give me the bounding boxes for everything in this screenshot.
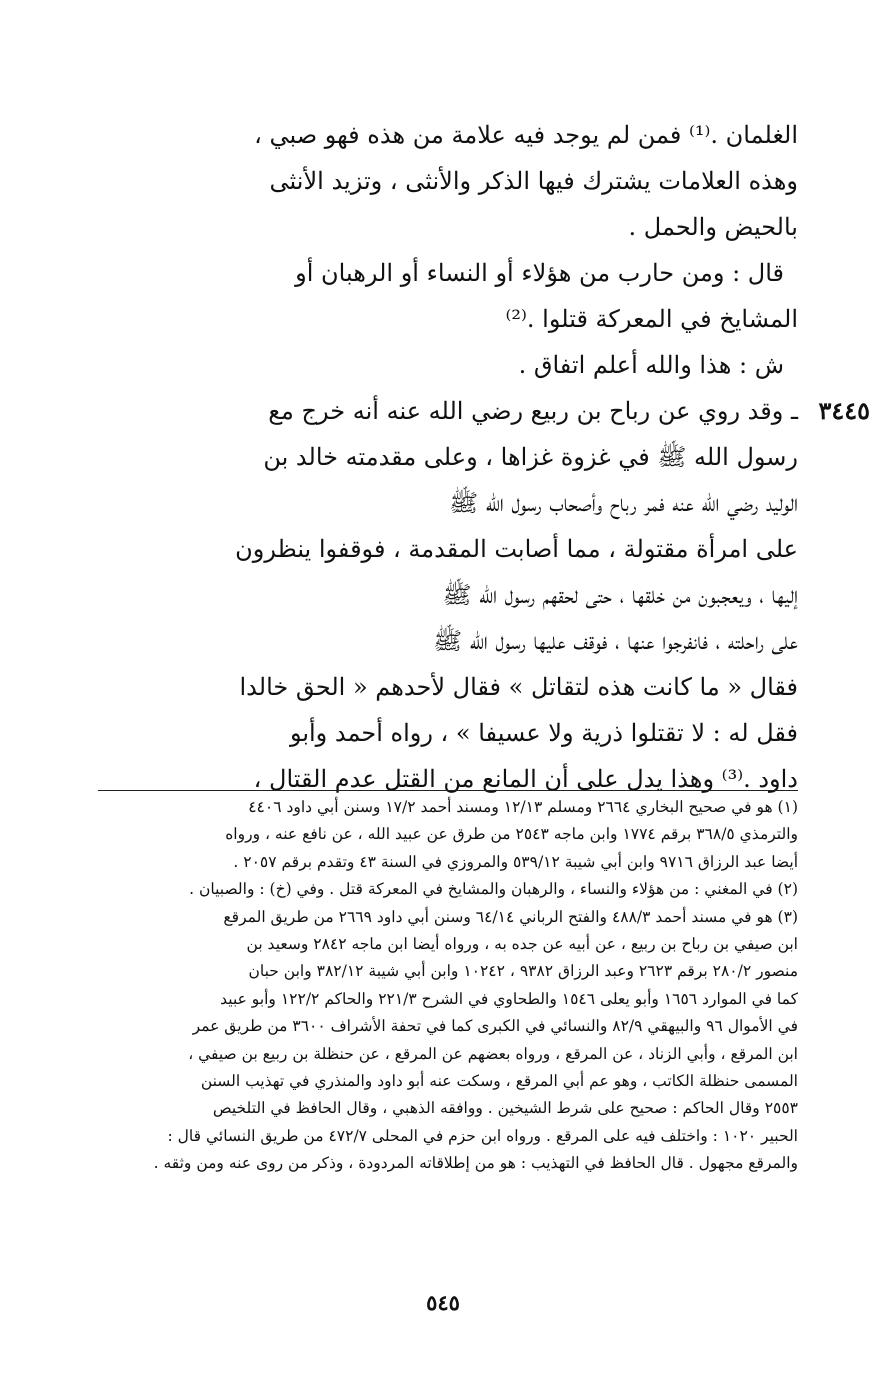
footnote-line: ابن المرقع ، وأبي الزناد ، عن المرقع ، ورواه بعضهم عن المرقع ، عن حنظلة بن ربيع بن صيفي ، [188,1044,798,1063]
numbered-paragraph-line [88,388,870,434]
main-line: ش : هذا والله أعلم اتفاق . [518,351,784,379]
footnote-line: (٣) هو في مسند أحمد ٤٨٨/٣ والفتح الرباني ٦٤/١٤ وسنن أبي داود ٢٦٦٩ من طريق المرقع [223,907,798,926]
main-line: الغلمان .⁽¹⁾ فمن لم يوجد فيه علامة من هذه فهو صبي ، [254,121,798,149]
footnote-line: كما في الموارد ١٦٥٦ وأبو يعلى ١٥٤٦ والطحاوي في الشرح ٢٢١/٣ والحاكم ١٢٢/٢ وأبو عبيد [220,989,798,1008]
footnote-line: منصور ٢٨٠/٢ برقم ٢٦٢٣ وعبد الرزاق ٩٣٨٢ ، ١٠٢٤٢ وابن أبي شيبة ٣٨٢/١٢ وابن حبان [248,962,798,981]
footnote-line: والترمذي ٣٦٨/٥ برقم ١٧٧٤ وابن ماجه ٢٥٤٣ من طرق عن عبيد الله ، عن نافع عنه ، ورواه [225,825,798,844]
main-line: فقل له : لا تقتلوا ذرية ولا عسيفا » ، رواه أحمد وأبو [289,719,798,747]
page-number: ٥٤٥ [426,1290,460,1315]
footnote-line: في الأموال ٩٦ والبيهقي ٨٢/٩ والنسائي في الكبرى كما في تحفة الأشراف ٣٦٠٠ من طريق عمر [192,1017,798,1036]
main-line: قال : ومن حارب من هؤلاء أو النساء أو الرهبان أو [295,259,784,287]
main-line: إليها ، ويعجبون من خلقها ، حتى لحقهم رسول الله ﷺ [442,581,798,609]
main-line: على امرأة مقتولة ، مما أصابت المقدمة ، فوقفوا ينظرون [235,535,798,563]
main-line: فقال « ما كانت هذه لتقاتل » فقال لأحدهم « الحق خالدا [239,673,798,701]
footnote-separator [98,790,798,791]
footnote-line: (٢) في المغني : من هؤلاء والنساء ، والرهبان والمشايخ في المعركة قتل . وفي (خ) : والصبيان . [189,880,798,899]
main-text-block [88,112,870,802]
footnote-line: المسمى حنظلة الكاتب ، وهو عم أبي المرقع ، وسكت عنه أبو داود والمنذري في تهذيب السنن [200,1071,798,1090]
footnote-line: (١) هو في صحيح البخاري ٢٦٦٤ ومسلم ١٢/١٣ ومسند أحمد ١٧/٢ وسنن أبي داود ٤٤٠٦ [248,798,798,816]
paragraph-number: ٣٤٤٥ [818,396,870,425]
footnote-line: ابن صيفي بن رباح بن ربيع ، عن أبيه عن جده به ، ورواه أيضا ابن ماجه ٢٨٤٢ وسعيد بن [246,934,798,953]
footnotes-block [98,794,798,1177]
main-line: وهذه العلامات يشترك فيها الذكر والأنثى ، وتزيد الأنثى [269,167,798,195]
main-line: على راحلته ، فانفرجوا عنها ، فوقف عليها رسول الله ﷺ [433,627,798,655]
footnote-line: أيضا عبد الرزاق ٩٧١٦ وابن أبي شيبة ٥٣٩/١٢ والمروزي في السنة ٤٣ وتقدم برقم ٢٠٥٧ . [233,852,798,871]
main-line: داود .⁽³⁾ وهذا يدل على أن المانع من القتل عدم القتال ، [253,765,798,793]
footnote-line: ٢٥٥٣ وقال الحاكم : صحيح على شرط الشيخين . ووافقه الذهبي ، وقال الحافظ في التلخيص [212,1099,798,1118]
main-line: الوليد رضي الله عنه فمر رباح وأصحاب رسول الله ﷺ [449,489,798,517]
main-line: المشايخ في المعركة قتلوا .⁽²⁾ [505,305,798,333]
main-line: رسول الله ﷺ في غزوة غزاها ، وعلى مقدمته خالد بن [263,443,798,471]
footnote-line: الحبير ١٠٢٠ : واختلف فيه على المرقع . ورواه ابن حزم في المحلى ٤٧٢/٧ من طريق النسائي قال : [167,1126,798,1145]
main-line: بالحيض والحمل . [628,213,798,241]
main-line-text: ـ وقد روي عن رباح بن ربيع رضي الله عنه أنه خرج مع [268,397,798,425]
footnote-line: والمرقع مجهول . قال الحافظ في التهذيب : هو من إطلاقاته المردودة ، وذكر من روى عنه ومن وثقه . [153,1154,798,1173]
